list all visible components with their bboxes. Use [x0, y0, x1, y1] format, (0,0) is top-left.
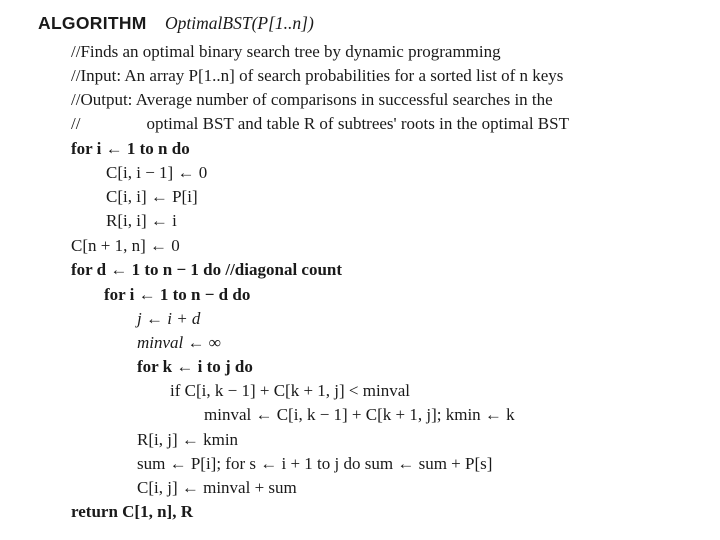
code-line-15: C[i, j] ← minval + sum [137, 478, 297, 497]
code-line-10: for k ← i to j do [137, 357, 253, 376]
code-line-7: for i ← 1 to n − d do [104, 285, 251, 304]
code-line-14: sum ← P[i]; for s ← i + 1 to j do sum ← sum + P[s] [137, 454, 493, 473]
comment-output-continued [71, 112, 569, 135]
code-line-3: C[i, i] ← P[i] [106, 187, 198, 206]
comment-purpose: //Finds an optimal binary search tree by dynamic programming [71, 42, 501, 61]
algorithm-header [38, 12, 314, 35]
comment-input: //Input: An array P[1..n] of search probabilities for a sorted list of n keys [71, 66, 564, 85]
comment-output-text: optimal BST and table R of subtrees' roots in the optimal BST [146, 114, 569, 133]
code-line-2: C[i, i − 1] ← 0 [106, 163, 208, 182]
code-line-9: minval ← ∞ [137, 333, 221, 352]
code-line-12: minval ← C[i, k − 1] + C[k + 1, j]; kmin ← k [204, 405, 515, 424]
code-line-6: for d ← 1 to n − 1 do //diagonal count [71, 260, 343, 279]
code-line-16: return C[1, n], R [71, 502, 193, 521]
comment-marker: // [71, 114, 81, 133]
code-line-5: C[n + 1, n] ← 0 [71, 236, 180, 255]
algorithm-name: OptimalBST(P[1..n]) [165, 13, 314, 33]
comment-output: //Output: Average number of comparisons in successful searches in the [71, 90, 553, 109]
code-line-1: for i ← 1 to n do [71, 139, 190, 158]
code-line-11: if C[i, k − 1] + C[k + 1, j] < minval [170, 381, 410, 400]
code-line-8: j ← i + d [137, 309, 201, 328]
code-line-4: R[i, i] ← i [106, 211, 177, 230]
algorithm-keyword: ALGORITHM [38, 13, 147, 33]
code-line-13: R[i, j] ← kmin [137, 430, 239, 449]
